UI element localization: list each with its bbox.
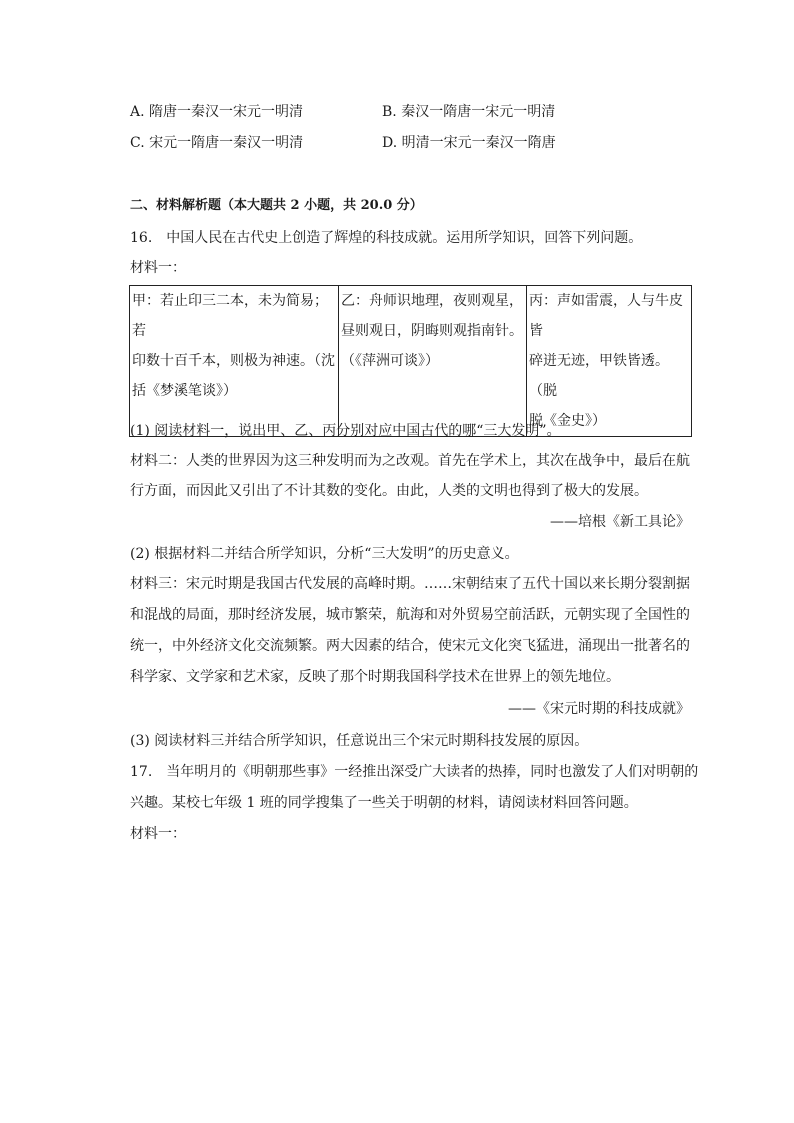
- cell-line: 甲：若止印三二本，未为简易；若: [132, 293, 328, 339]
- material2-line: 材料二：人类的世界因为这三种发明而为之改观。首先在学术上，其次在战争中，最后在航: [130, 453, 690, 469]
- q17-stem-line: 兴趣。某校七年级 1 班的同学搜集了一些关于明朝的材料，请阅读材料回答问题。: [130, 795, 638, 811]
- cell-line: 丙：声如雷震，人与牛皮皆: [529, 293, 683, 339]
- option-c[interactable]: C. 宋元一隋唐一秦汉一明清: [130, 135, 304, 151]
- table-row: [130, 286, 692, 437]
- material1-table: [129, 285, 692, 437]
- option-b[interactable]: B. 秦汉一隋唐一宋元一明清: [382, 104, 556, 120]
- material3-source: ——《宋元时期的科技成就》: [508, 701, 690, 717]
- q16-sub3: (3) 阅读材料三并结合所学知识，任意说出三个宋元时期科技发展的原因。: [130, 733, 589, 749]
- q16-sub1: (1) 阅读材料一，说出甲、乙、丙分别对应中国古代的哪“三大发明”。: [130, 423, 561, 439]
- material3-line: 材料三：宋元时期是我国古代发展的高峰时期。……宋朝结束了五代十国以来长期分裂割据: [130, 576, 690, 592]
- material2-line: 行方面，而因此又引出了不计其数的变化。由此，人类的文明也得到了极大的发展。: [130, 483, 648, 499]
- table-cell-bing: [527, 286, 692, 437]
- cell-line: 脱《金史》）: [529, 413, 606, 429]
- cell-line: 括《梦溪笔谈》）: [132, 383, 237, 399]
- cell-line: 碎迸无迹，甲铁皆透。（脱: [529, 353, 669, 399]
- table-cell-yi: [339, 286, 527, 437]
- cell-line: （《萍洲可谈》）: [341, 353, 439, 369]
- material3-line: 统一，中外经济文化交流频繁。两大因素的结合，使宋元文化突飞猛进，涌现出一批著名的: [130, 638, 690, 654]
- material3-line: 科学家、文学家和艺术家，反映了那个时期我国科学技术在世界上的领先地位。: [130, 669, 620, 685]
- section-title: 二、材料解析题（本大题共 2 小题，共 20.0 分）: [130, 198, 423, 213]
- material2-source: ——培根《新工具论》: [550, 514, 690, 530]
- cell-line: 昼则观日，阴晦则观指南针。: [341, 323, 523, 339]
- q16-material1-label: 材料一：: [130, 260, 186, 276]
- material3-line: 和混战的局面，那时经济发展，城市繁荣，航海和对外贸易空前活跃，元朝实现了全国性的: [130, 607, 690, 623]
- q17-material1-label: 材料一：: [130, 826, 186, 842]
- table-cell-jia: [130, 286, 339, 437]
- option-d[interactable]: D. 明清一宋元一秦汉一隋唐: [382, 135, 556, 151]
- q16-stem: 16. 中国人民在古代史上创造了辉煌的科技成就。运用所学知识，回答下列问题。: [130, 230, 643, 246]
- cell-line: 乙：舟师识地理，夜则观星，: [341, 293, 523, 309]
- q17-stem-line: 17. 当年明月的《明朝那些事》一经推出深受广大读者的热捧，同时也激发了人们对明朝的: [130, 764, 699, 780]
- option-a[interactable]: A. 隋唐一秦汉一宋元一明清: [130, 104, 304, 120]
- q16-sub2: (2) 根据材料二并结合所学知识，分析“三大发明”的历史意义。: [130, 546, 519, 562]
- cell-line: 印数十百千本，则极为神速。（沈: [132, 353, 335, 369]
